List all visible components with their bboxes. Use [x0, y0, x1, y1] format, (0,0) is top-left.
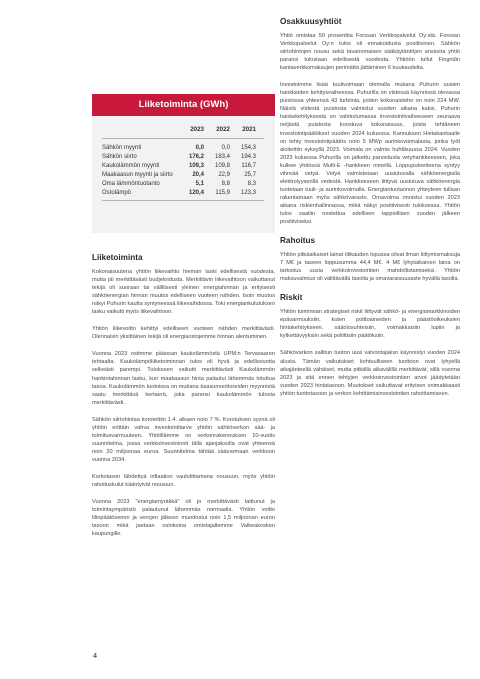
business-table [92, 94, 275, 233]
left-column [92, 94, 275, 547]
paragraph: Yhtiön pitkäaikaiset lainat tilikauden lopussa olivat ilman liittymismaksuja 7 M€ ja taseen loppusumma 44,4 M€. 4 M€ lyhytaikainen laina on tarkoitus uusia verkkoinvestointien mahdollistamiseksi. Yhtiön maksuvalmius oli välittävällä tasolla ja omavaraisuusaste hyvällä tasolla. [280, 252, 460, 283]
table-rule [102, 138, 264, 139]
table-row: Kaukolämmön myynti 109,3 109,8 116,7 [102, 163, 256, 169]
table-rule [102, 200, 264, 201]
paragraph: Investoimme lisää tuulivoimaan olemalla mukana Puhurin uusien hankkeiden kehitysvaiheessa. Puhurilla on viidessä käynnissä olevassa puistossa yhteensä 43 turbiinia, joiden kokonaisteho on noin 224 MW. Näistä viidestä puistosta valmistui vuoden aikana kaksi. Puhurin hankekehityksestä on valmistumassa investointivaiheeseen seuraava neljästä puistosta koostuva kokonaisuus, joista tehtäneen investointipäätökset vuoden 2024 kuluessa. Kannuksen Hietakankaalle on tehty investointipäätös noin 5 MWp aurinkovoimalasta, jonka työt aloitettiin syksyllä 2023. Voimala on valmis huhtikuussa 2024. Vuoden 2023 kuluessa Puhurilla on jatkettu panostusta vetyhankkeeseen, joka kulkee yhtiössä Multi-E -hankkeen nimellä. Loppuputoetteena syntyy vihreää vetyä. Vetyä valmistetaan uusiutuvalla sähköenergialla elektrolyyserillä vedestä. Hankkeeseen liittyvä uusiutuva sähköenergia tuotetaan tuuli- ja aurinkovoimalla. Energiantuotannon yhteyteen tullaan rakentamaan myös sähkövarasto. Omavoima onnistui vuoden 2023 aikana riskienhallinnassa, mikä näkyi positiivisesti tuloksessa. Yhtiön tulos saatiin nostettua edellisen tappiollisen vuoden jälkeen positiiviseksi. [280, 82, 460, 226]
table-row: Oma lämmöntuotanto 5,1 8,8 8,3 [102, 181, 256, 187]
section-heading: Liiketoiminta [92, 253, 143, 262]
table-row: Maakaasun myynti ja siirto 20,4 22,9 25,7 [102, 172, 256, 178]
section-heading: Riskit [280, 293, 303, 303]
paragraph: Sähkön siirtohintaa korotettiin 1.4. alkaen noin 7 %. Korotuksen syynä oli yhtiön erittäin vahva investointitarve yhtiön sähköverkon sää- ja toimitusvarmuuteen. Yhtiöllämme on verkonrakennuksen 10-vuotis suunnitelma, jossa verkkoinvestoinnit tällä ajanjaksolla ovat yhteensä noin 20 miljoonaa euroa. Suunnitelma tähtää säävarmaan verkkoon vuonna 2034. [92, 416, 275, 463]
table-header-row [92, 126, 275, 136]
col-2022: 2022 [216, 126, 230, 133]
right-column [280, 16, 460, 407]
col-2023: 2023 [190, 126, 204, 133]
page-number: 4 [93, 653, 97, 660]
section-heading: Rahoitus [280, 236, 316, 246]
paragraph: Vuonna 2023 "energiamyräkkä" oli jo merkittävästi taittunut ja toimintaympäristö palautunut lähemmäs normaalia. Yhtiön voitto tilinpäätöserien ja verojen jälkeen muodostui noin 1,5 miljoonan euron tasoon mikä jaetaan osinkoina omistajallemme Valkeakosken kaupungille. [92, 499, 275, 538]
table-row: Sähkön myynti 0,0 0,0 154,3 [102, 145, 256, 151]
col-2021: 2021 [242, 126, 256, 133]
paragraph: Yhtiö omistaa 50 prosenttia Forssan Verkkopalvelut Oy:stä. Forssan Verkkopalvelut Oy:n tulos oli ennakoidusta positiivinen. Sähkön siirtohintojen nousu sekä tavanomaisen sääkäytäntöjen ansiosta yhtiö paransi tulostaan edellisestä vuodesta. Yhtiöön tullut Fingridin kantaverkkomaksujen perimättä jättäminen 6 kuukaudelta. [280, 33, 460, 72]
section-heading: Osakkuusyhtiöt [280, 17, 342, 26]
paragraph: Korkotason lähdettyä inflaation vauhdittamana nousuun, myös yhtiön rahoituskulut kääntyivät nousuun. [92, 473, 275, 489]
paragraph: Yhtiön toiminnan strategiset riskit liittyvät sähkö- ja energiamarkkinoiden epävarmuuksiin, kuten polttoaineiden ja päästöoikeuksien hintakehitykseen, sääolosuhteisiin, voimakkaisiin lupiin ja kytkettävyyksiin sekä poliittisiin päätöksiin. [280, 309, 460, 340]
paragraph: Vuonna 2023 ostimme pääosan kaukolämmöstä UPM:n Tervasaaren tehtaalta. Kaukolämpöliiketoiminnan tulos oli hyvä ja edellisvuotta selkeästi parempi. Tulokseen vaikutti merkittävästi Kaukolämmön hankintahinnan lasku, kun maakaasun hinta palautui lähemmäs totuttua tasoa. Kaukolämmön tuotoissa on mukana kaasumoottoreiden myynnistä saatu merkittävä kertaerä, joka paransi kaukolämmön tulosta merkittävästi. [92, 351, 275, 406]
table-title: Liiketoiminta (GWh) [92, 94, 275, 116]
table-row: Ostolämpö 120,4 115,9 123,3 [102, 190, 256, 196]
table-row: Sähkön siirto 176,2 183,4 194,3 [102, 154, 256, 160]
paragraph: Kokonaisuutena yhtiön liikevaihto hieman laski edellisestä vuodesta, mutta jäi merkittävästi budjetoidusta. Merkittävin liikevaihtoon vaikuttanut tekijä oli suoraan tai välillisesti yleinen energiahinnan ja erityisesti sähköenergian hinnan muutos edelliseen vuoteen nähden. Isoin muutos näkyi Puhurin kautta syntyneessä liikevaihdossa. Toki energiankulutuksen lasku vaikutti myös liikevaihtoon. [92, 269, 275, 316]
paragraph: Yhtiön liikevoitto kehittyi edelliseen vuoteen nähden merkittävästi. Olennaisin yksittäinen tekijä oli energiaostojemme hinnan alentuminen. [92, 326, 275, 341]
paragraph: Sähkövarkon sallitun tuoton uusi valvontajakso käynnistyi vuoden 2024 alusta. Tämän vaikutukset kohtuulliseen tuottoon ovat lyhyellä aikajänteellä vähäiset, mutta pitkällä aikavälillä merkittävät, sillä vuonna 2023 ja sitä ennen tehtyjen verkkoinvestointien arvot jäädytetään vuoden 2023 hintatasoon. Muutokset vaikuttavat erityisen voimakkaasti yhtiön tuottotasoon ja verkon kehittämisinvestointien rahoittamiseen. [280, 350, 460, 397]
